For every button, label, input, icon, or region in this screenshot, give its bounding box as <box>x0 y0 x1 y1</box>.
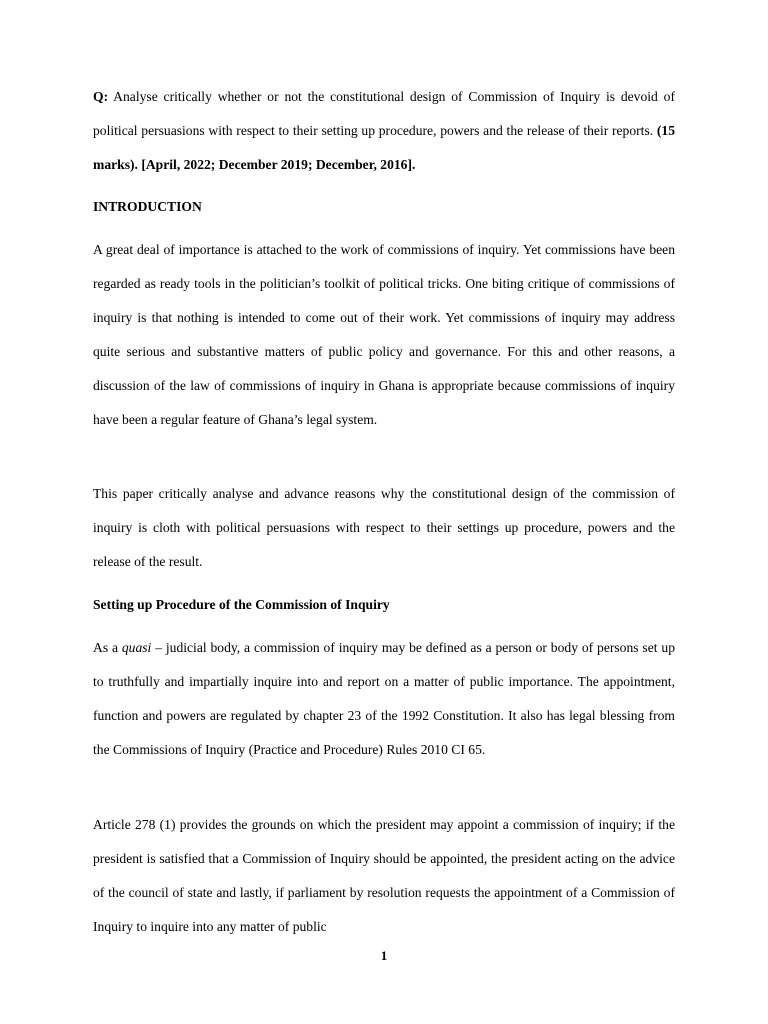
section-heading: Setting up Procedure of the Commission of Inquiry <box>93 597 390 612</box>
intro-paragraph-1: A great deal of importance is attached to the work of commissions of inquiry. Yet commissions have been regarded as ready tools in the politician’s toolkit of political tricks. One biting critique of commissions of inquiry is that nothing is intended to come out of their work. Yet commissions of inquiry may address quite serious and substantive matters of public policy and governance. For this and other reasons, a discussion of the law of commissions of inquiry in Ghana is appropriate because commissions of inquiry have been a regular feature of Ghana’s legal system. <box>93 242 675 427</box>
section-p1-rest: – judicial body, a commission of inquiry may be defined as a person or body of persons set up to truthfully and impartially inquire into and report on a matter of public importance. The appointment, function and powers are regulated by chapter 23 of the 1992 Constitution. It also has legal blessing from the Commissions of Inquiry (Practice and Procedure) Rules 2010 CI 65. <box>93 640 675 757</box>
question-text: Analyse critically whether or not the constitutional design of Commission of Inquiry is devoid of political persuasions with respect to their setting up procedure, powers and the release of their reports. <box>93 89 675 138</box>
question-paragraph <box>93 80 675 182</box>
introduction-heading: INTRODUCTION <box>93 199 202 214</box>
section-paragraph-2: Article 278 (1) provides the grounds on which the president may appoint a commission of inquiry; if the president is satisfied that a Commission of Inquiry should be appointed, the president acting on the advice of the council of state and lastly, if parliament by resolution requests the appointment of a Commission of Inquiry to inquire into any matter of public <box>93 817 675 934</box>
page-number: 1 <box>380 948 388 963</box>
section-paragraph-1 <box>93 631 675 767</box>
question-marks: (15 marks). [April, 2022; December 2019; December, 2016]. <box>93 123 675 172</box>
question-prefix: Q: <box>93 89 109 104</box>
section-p1-italic: quasi <box>121 640 152 655</box>
section-p1-lead: As a <box>93 640 122 655</box>
intro-paragraph-2: This paper critically analyse and advance reasons why the constitutional design of the commission of inquiry is cloth with political persuasions with respect to their settings up procedure, powers and the release of the result. <box>93 486 675 569</box>
